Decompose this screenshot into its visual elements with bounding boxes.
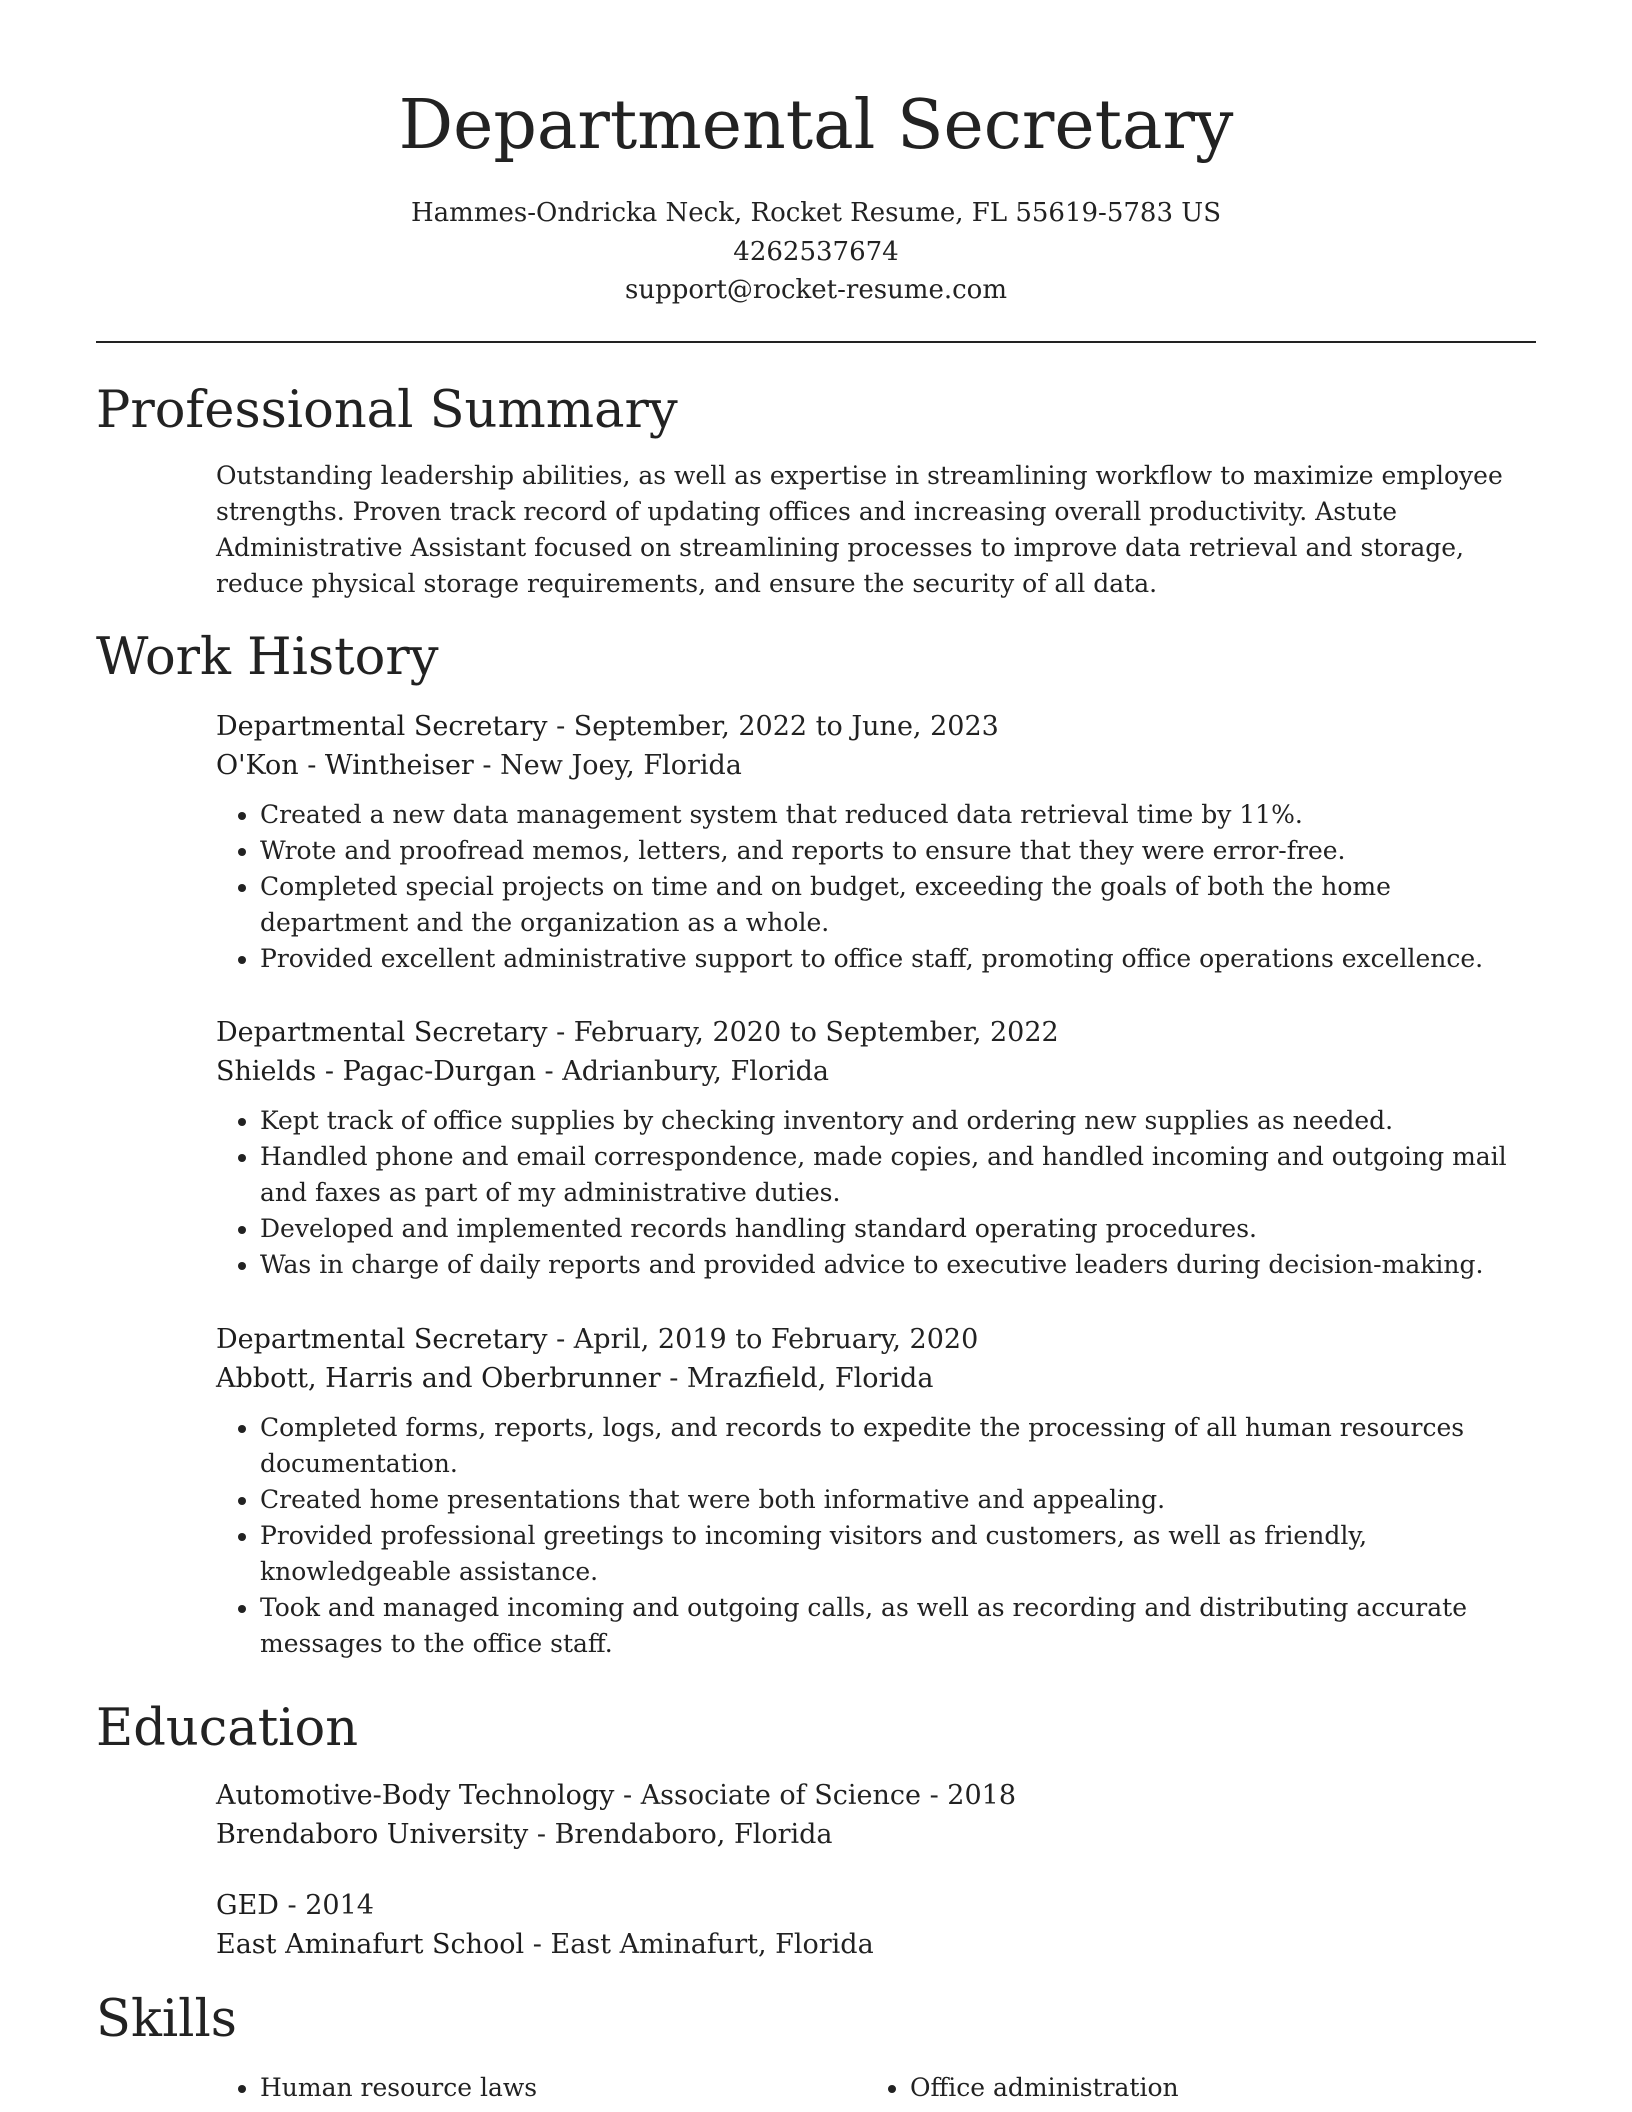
skills-heading: Skills [96,1990,237,2049]
job-company: Shields - Pagac-Durgan [216,1056,536,1087]
job-place-line: Abbott, Harris and Oberbrunner - Mrazfield, Florida [216,1363,934,1394]
job-location: Mrazfield, Florida [686,1363,934,1394]
resume-header [0,0,1632,310]
job-dates: September, 2022 to June, 2023 [573,711,999,742]
job-company: Abbott, Harris and Oberbrunner [216,1363,661,1394]
job-title: Departmental Secretary [216,1017,548,1048]
skill-item: • Office administration [910,2070,1510,2106]
skills-list [216,2070,1536,2106]
summary-text: Outstanding leadership abilities, as well as expertise in streamlining workflow to maximize employee strengths. Proven track record of updating offices and increasing overall productivity. Astute Administrative Assistant focused on streamlining processes to improve data retrieval and storage, reduce physical storage requirements, and ensure the security of all data. [216,461,1503,598]
job-title: Departmental Secretary [216,711,548,742]
job-place-line: Shields - Pagac-Durgan - Adrianbury, Florida [216,1056,830,1087]
skills-column-right [866,2070,1510,2106]
job-title-line: Departmental Secretary - February, 2020 to September, 2022 [216,1017,1059,1048]
job-bullet: • Took and managed incoming and outgoing calls, as well as recording and distributing accurate messages to the office staff. [260,1590,1536,1662]
education-year: 2014 [305,1890,374,1921]
job-location: New Joey, Florida [500,750,742,781]
work-history-heading: Work History [96,628,439,687]
job-bullet: • Completed forms, reports, logs, and records to expedite the processing of all human resources documentation. [260,1410,1536,1482]
education-entry [216,1886,1536,1964]
job-dates: February, 2020 to September, 2022 [573,1017,1059,1048]
skill-item: • Human resource laws [260,2070,860,2106]
education-degree-line: GED - 2014 [216,1890,374,1921]
resume-title: Departmental Secretary [398,86,1234,165]
job-bullet: • Handled phone and email correspondence, made copies, and handled incoming and outgoing mail and faxes as part of my administrative duties. [260,1139,1536,1211]
job-title: Departmental Secretary [216,1324,548,1355]
job-bullet: • Created home presentations that were both informative and appealing. [260,1482,1536,1518]
job-bullet: • Completed special projects on time and on budget, exceeding the goals of both the home department and the organization as a whole. [260,869,1536,941]
summary-heading: Professional Summary [96,381,678,440]
skills-column-left [216,2070,860,2106]
job-bullets [216,797,1536,977]
job-entry [216,707,1536,977]
education-school-line: East Aminafurt School - East Aminafurt, Florida [216,1929,874,1960]
job-location: Adrianbury, Florida [562,1056,830,1087]
job-bullet: • Wrote and proofread memos, letters, and reports to ensure that they were error-free. [260,833,1536,869]
job-bullet: • Kept track of office supplies by checking inventory and ordering new supplies as needed. [260,1103,1536,1139]
job-bullets [216,1103,1536,1283]
education-location: East Aminafurt, Florida [550,1929,874,1960]
job-bullets [216,1410,1536,1662]
education-degree: Associate of Science [640,1780,921,1811]
job-title-line: Departmental Secretary - September, 2022 to June, 2023 [216,711,999,742]
education-degree-line: Automotive-Body Technology - Associate of Science - 2018 [216,1780,1016,1811]
education-heading: Education [96,1699,359,1758]
education-school: Brendaboro University [216,1819,529,1850]
contact-phone: 4262537674 [733,236,899,267]
job-bullet: • Created a new data management system that reduced data retrieval time by 11%. [260,797,1536,833]
job-bullet: • Provided excellent administrative support to office staff, promoting office operations excellence. [260,941,1536,977]
contact-info [0,194,1632,310]
education-location: Brendaboro, Florida [554,1819,833,1850]
job-entry [216,1013,1536,1283]
education-school-line: Brendaboro University - Brendaboro, Florida [216,1819,833,1850]
job-bullet: • Provided professional greetings to incoming visitors and customers, as well as friendly, knowledgeable assistance. [260,1518,1536,1590]
header-divider [96,341,1536,343]
job-company: O'Kon - Wintheiser [216,750,474,781]
job-dates: April, 2019 to February, 2020 [573,1324,979,1355]
education-entry [216,1776,1536,1854]
education-school: East Aminafurt School [216,1929,525,1960]
education-field: Automotive-Body Technology [216,1780,615,1811]
job-title-line: Departmental Secretary - April, 2019 to February, 2020 [216,1324,979,1355]
contact-email: support@rocket-resume.com [624,275,1007,305]
education-year: 2018 [947,1780,1016,1811]
job-place-line: O'Kon - Wintheiser - New Joey, Florida [216,750,742,781]
job-bullet: • Developed and implemented records handling standard operating procedures. [260,1211,1536,1247]
summary-section [216,458,1536,602]
job-bullet: • Was in charge of daily reports and provided advice to executive leaders during decision-making. [260,1247,1536,1283]
education-degree: GED [216,1890,279,1921]
contact-address: Hammes-Ondricka Neck, Rocket Resume, FL 55619-5783 US [411,198,1221,228]
job-entry [216,1320,1536,1662]
